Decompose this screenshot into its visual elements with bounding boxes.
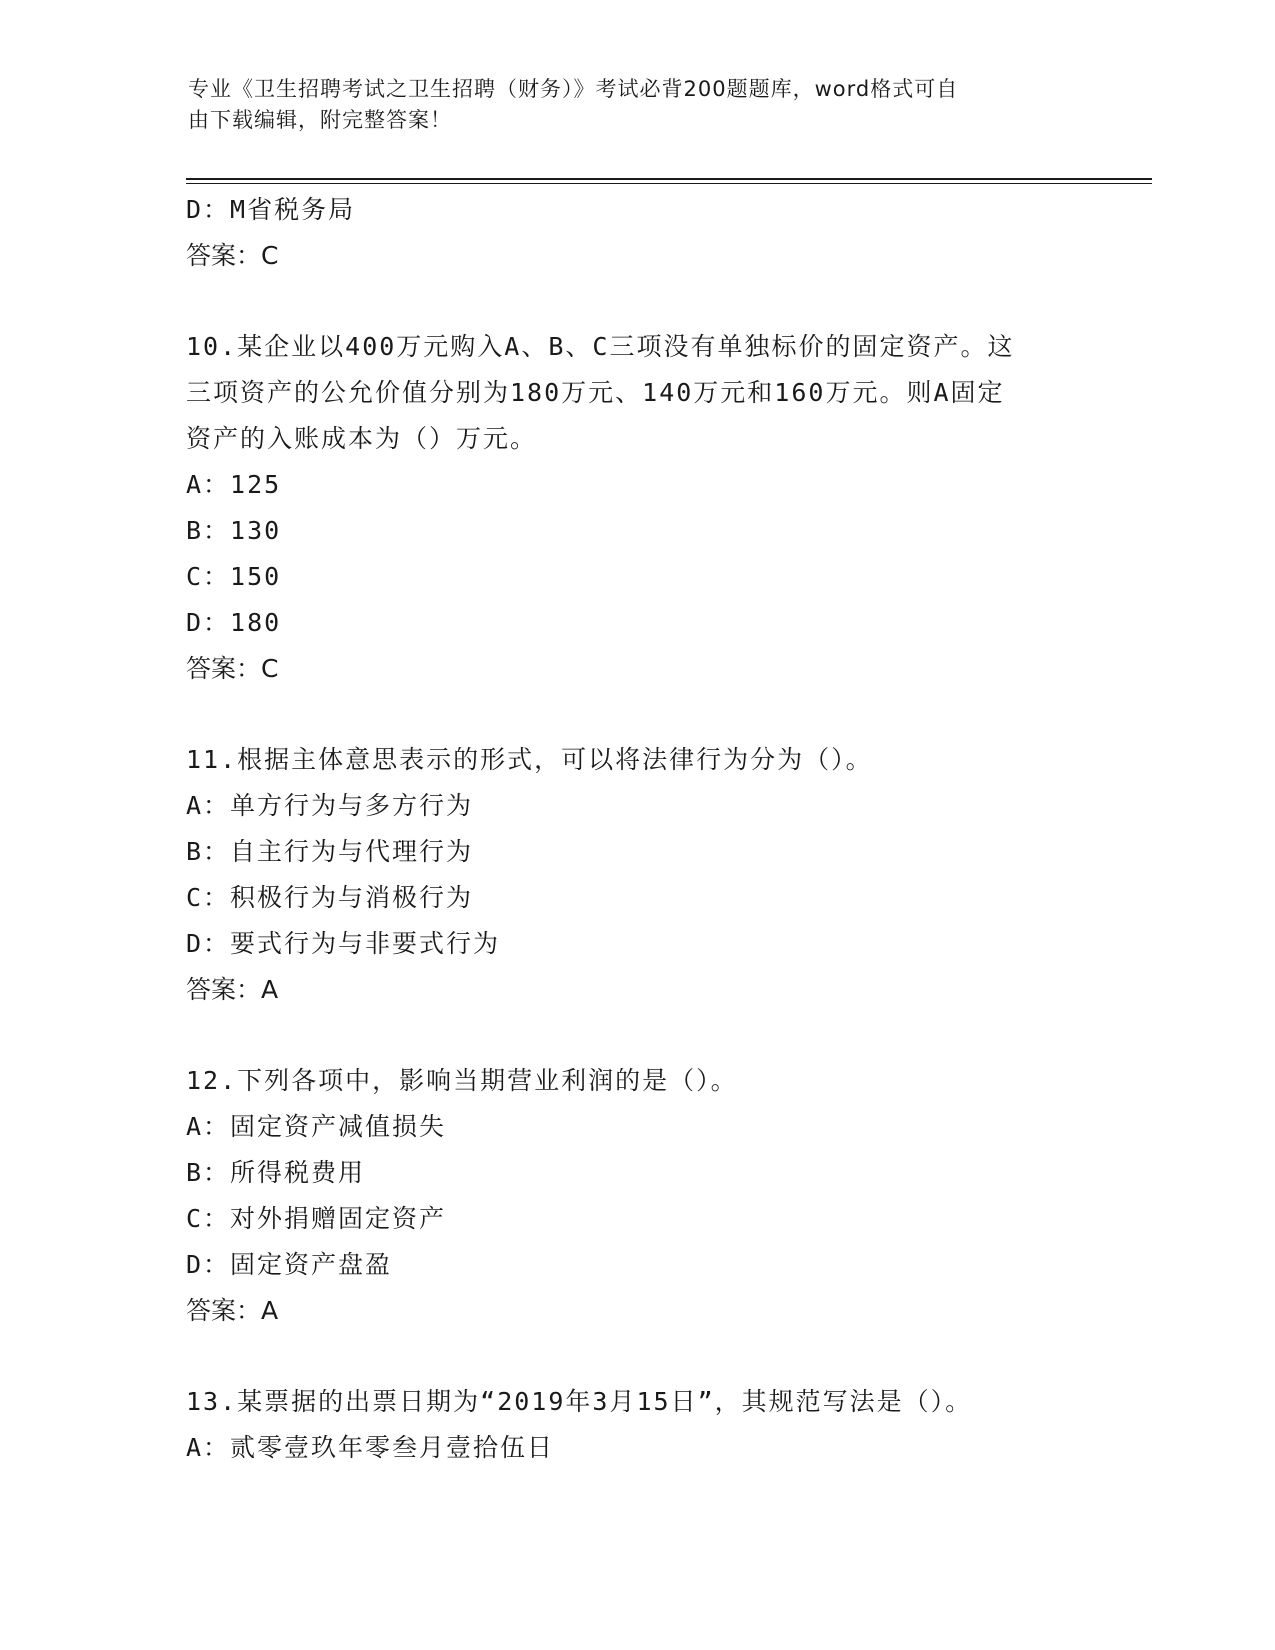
option-a: A：125 [186, 470, 282, 499]
header-line-1: 专业《卫生招聘考试之卫生招聘（财务）》考试必背200题题库，word格式可自 [188, 77, 959, 101]
option-b: B：130 [186, 516, 282, 545]
question-12 [186, 1058, 1086, 1334]
option-a: A：贰零壹玖年零叁月壹拾伍日 [186, 1433, 555, 1462]
question-stem-line: 12.下列各项中，影响当期营业利润的是（）。 [186, 1066, 738, 1095]
question-11 [186, 737, 1086, 1013]
spacer [186, 279, 1086, 324]
question-10 [186, 324, 1086, 692]
spacer [186, 692, 1086, 737]
option-d: D：要式行为与非要式行为 [186, 929, 501, 958]
question-stem-line: 11.根据主体意思表示的形式，可以将法律行为分为（）。 [186, 745, 873, 774]
question-stem-line: 资产的入账成本为（）万元。 [186, 424, 538, 453]
question-13 [186, 1379, 1086, 1471]
answer-line: 答案：A [186, 1296, 279, 1325]
header-divider-thin [186, 183, 1152, 184]
page-header [188, 74, 1068, 136]
option-a: A：单方行为与多方行为 [186, 791, 474, 820]
option-c: C：150 [186, 562, 282, 591]
carryover-block [186, 187, 1086, 279]
option-d: D：M省税务局 [186, 195, 356, 224]
question-stem-line: 10.某企业以400万元购入A、B、C三项没有单独标价的固定资产。这 [186, 332, 1015, 361]
option-d: D：固定资产盘盈 [186, 1250, 393, 1279]
option-c: C：对外捐赠固定资产 [186, 1204, 447, 1233]
question-stem-line: 三项资产的公允价值分别为180万元、140万元和160万元。则A固定 [186, 378, 1005, 407]
answer-line: 答案：A [186, 975, 279, 1004]
header-divider-thick [186, 178, 1152, 180]
answer-line: 答案：C [186, 241, 279, 270]
document-body [186, 187, 1086, 1471]
spacer [186, 1334, 1086, 1379]
header-line-2: 由下载编辑，附完整答案！ [188, 108, 452, 132]
spacer [186, 1013, 1086, 1058]
option-b: B：自主行为与代理行为 [186, 837, 474, 866]
option-a: A：固定资产减值损失 [186, 1112, 447, 1141]
answer-line: 答案：C [186, 654, 279, 683]
option-d: D：180 [186, 608, 282, 637]
option-b: B：所得税费用 [186, 1158, 366, 1187]
question-stem-line: 13.某票据的出票日期为“2019年3月15日”，其规范写法是（）。 [186, 1387, 973, 1416]
option-c: C：积极行为与消极行为 [186, 883, 474, 912]
